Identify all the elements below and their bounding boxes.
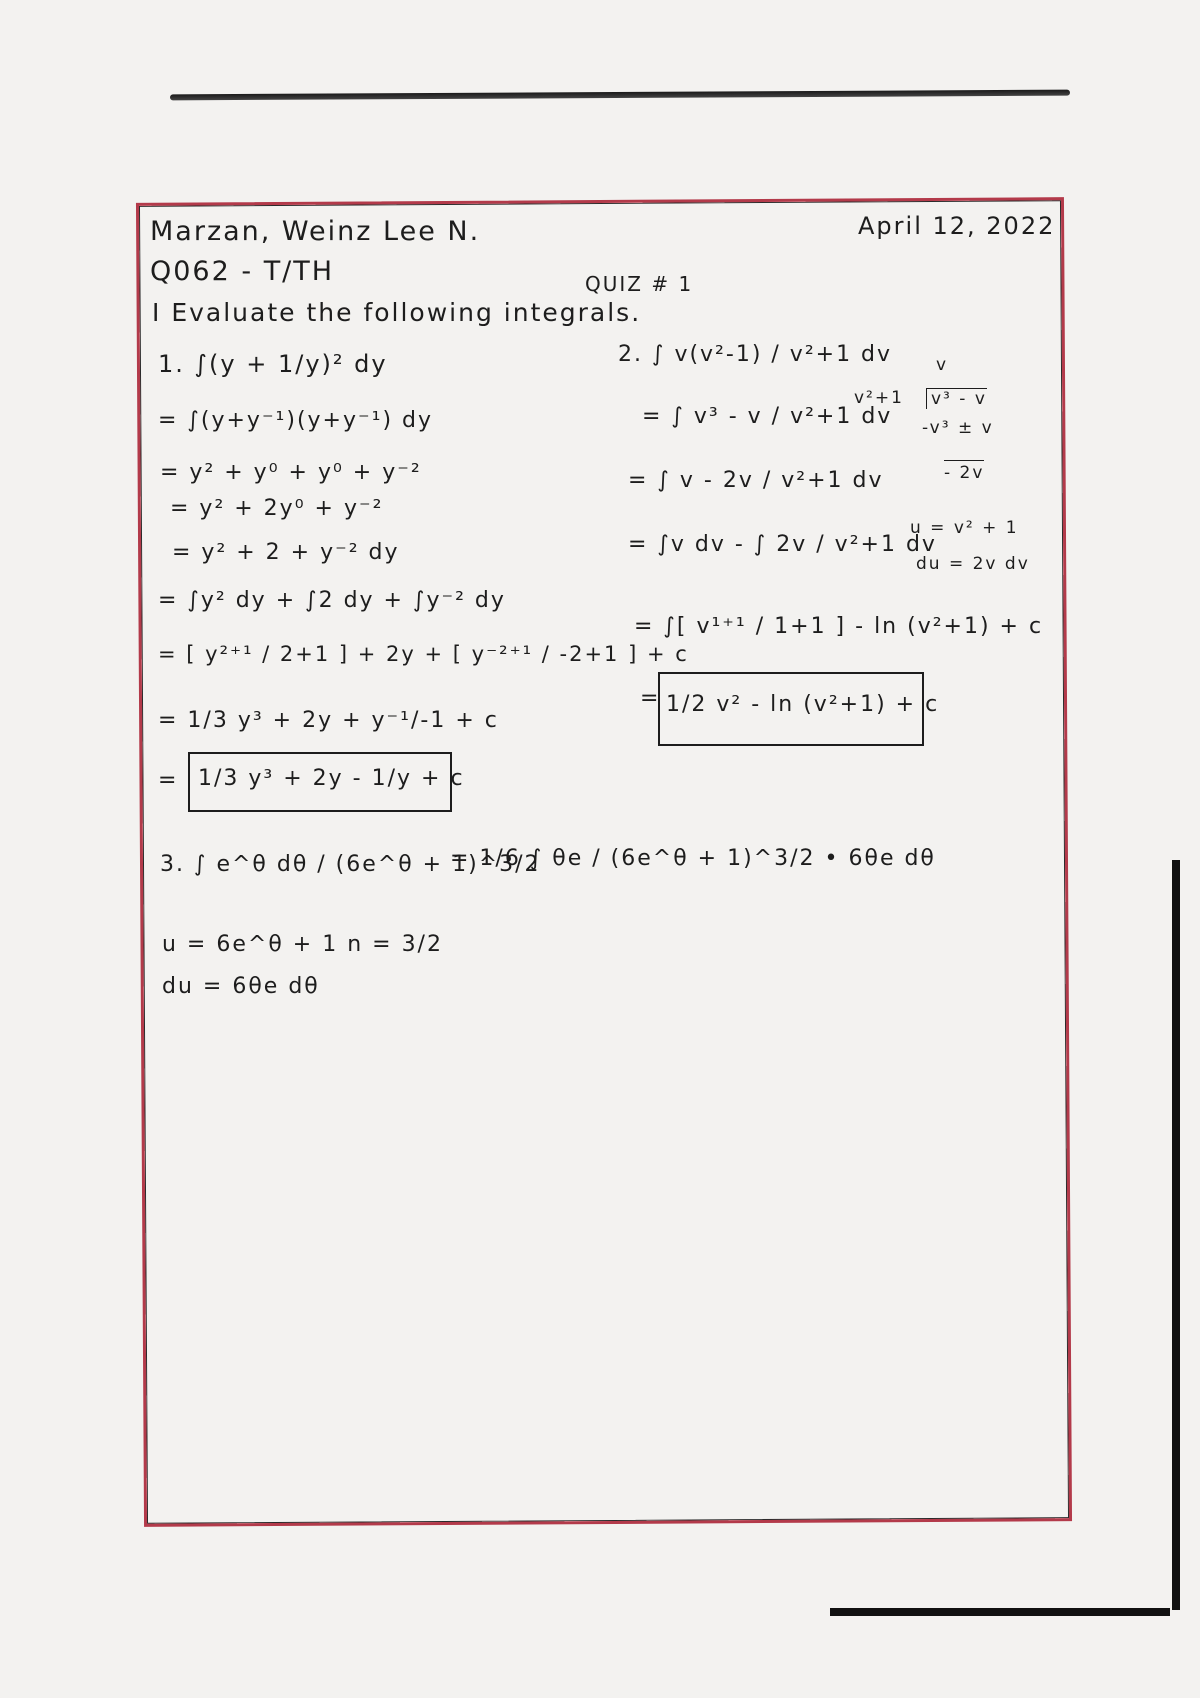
division-subtract: -v³ ± v [922, 418, 994, 438]
p3-line-1: 3. ∫ e^θ dθ / (6e^θ + 1)^3/2 [160, 852, 541, 877]
p1-line-5: = y² + 2 + y⁻² dy [172, 540, 400, 565]
p1-line-7: = [ y²⁺¹ / 2+1 ] + 2y + [ y⁻²⁺¹ / -2+1 ] + c [158, 642, 689, 666]
p2-line-1: 2. ∫ v(v²-1) / v²+1 dv [618, 342, 893, 367]
p2-line-2: = ∫ v³ - v / v²+1 dv [642, 404, 893, 429]
p3-substitution-u: u = 6e^θ + 1 n = 3/2 [162, 932, 443, 957]
paper-edge-right [1172, 860, 1180, 1610]
p2-answer-mark: = [640, 686, 661, 711]
p1-answer-mark: = [158, 768, 179, 793]
p3-line-2: = 1/6 ∫ θe / (6e^θ + 1)^3/2 • 6θe dθ [450, 846, 936, 871]
p2-line-3: = ∫ v - 2v / v²+1 dv [628, 468, 884, 493]
quiz-date: April 12, 2022 [858, 212, 1056, 240]
p2-line-5: = ∫[ v¹⁺¹ / 1+1 ] - ln (v²+1) + c [634, 614, 1044, 639]
division-remainder: - 2v [944, 460, 984, 483]
p1-line-3: = y² + y⁰ + y⁰ + y⁻² [160, 460, 422, 485]
p1-line-1: 1. ∫(y + 1/y)² dy [158, 350, 388, 378]
p1-line-2: = ∫(y+y⁻¹)(y+y⁻¹) dy [158, 408, 434, 433]
division-divisor: v²+1 [854, 388, 904, 408]
p1-line-4: = y² + 2y⁰ + y⁻² [170, 496, 384, 521]
instruction: I Evaluate the following integrals. [152, 298, 642, 327]
paper-edge-top [170, 90, 1070, 101]
p2-line-4: = ∫v dv - ∫ 2v / v²+1 dv [628, 532, 937, 557]
quiz-title: QUIZ # 1 [585, 272, 694, 296]
student-name: Marzan, Weinz Lee N. [150, 216, 481, 247]
p2-substitution-u: u = v² + 1 [910, 518, 1019, 538]
p1-answer: 1/3 y³ + 2y - 1/y + c [198, 766, 465, 791]
paper-edge-bottom [830, 1608, 1170, 1616]
p2-substitution-du: du = 2v dv [916, 554, 1030, 574]
class-section: Q062 - T/TH [150, 256, 335, 287]
p2-answer: 1/2 v² - ln (v²+1) + c [666, 692, 940, 717]
p1-line-6: = ∫y² dy + ∫2 dy + ∫y⁻² dy [158, 588, 506, 613]
division-dividend: v³ - v [926, 388, 987, 409]
p1-line-8: = 1/3 y³ + 2y + y⁻¹/-1 + c [158, 708, 499, 733]
p3-substitution-du: du = 6θe dθ [162, 974, 320, 999]
division-quotient: v [936, 355, 949, 375]
